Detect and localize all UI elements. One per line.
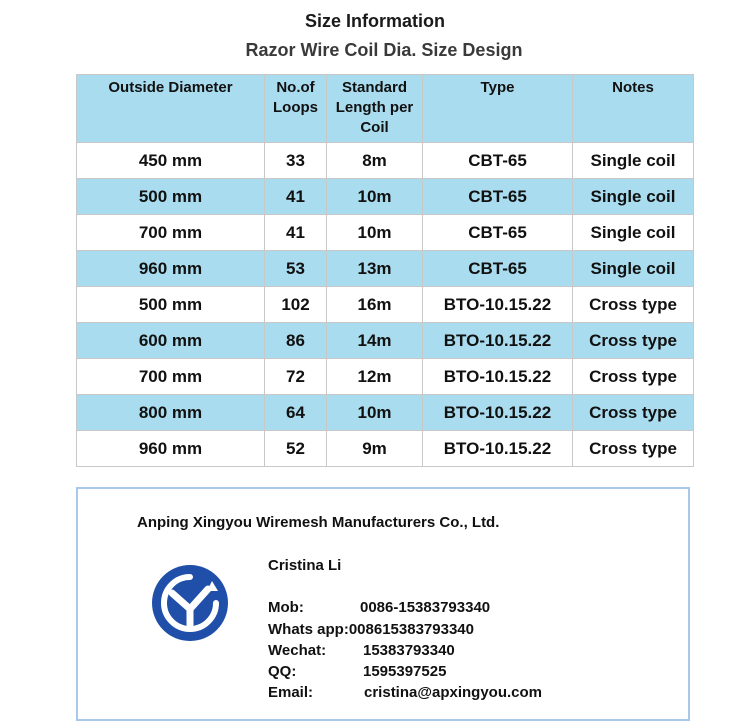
table-row bbox=[77, 287, 694, 323]
cell-length: 13m bbox=[327, 251, 423, 287]
cell-diameter: 960 mm bbox=[77, 431, 265, 467]
cell-diameter: 960 mm bbox=[77, 251, 265, 287]
cell-notes: Cross type bbox=[573, 359, 694, 395]
table-row bbox=[77, 323, 694, 359]
contact-person: Cristina Li bbox=[268, 557, 342, 574]
mob-value: 0086-15383793340 bbox=[360, 599, 491, 616]
cell-diameter: 700 mm bbox=[77, 359, 265, 395]
wechat-value: 15383793340 bbox=[363, 642, 455, 659]
cell-length: 10m bbox=[327, 215, 423, 251]
contact-email bbox=[268, 684, 542, 701]
cell-loops: 33 bbox=[265, 143, 327, 179]
cell-type: CBT-65 bbox=[423, 251, 573, 287]
contact-card bbox=[76, 487, 690, 721]
cell-diameter: 600 mm bbox=[77, 323, 265, 359]
cell-type: BTO-10.15.22 bbox=[423, 431, 573, 467]
contact-whatsapp bbox=[268, 621, 474, 638]
cell-length: 14m bbox=[327, 323, 423, 359]
cell-length: 9m bbox=[327, 431, 423, 467]
company-name: Anping Xingyou Wiremesh Manufacturers Co., Ltd. bbox=[137, 514, 500, 531]
cell-diameter: 500 mm bbox=[77, 179, 265, 215]
mob-label: Mob: bbox=[268, 599, 304, 616]
cell-type: BTO-10.15.22 bbox=[423, 359, 573, 395]
cell-length: 10m bbox=[327, 179, 423, 215]
cell-length: 16m bbox=[327, 287, 423, 323]
table-header-row bbox=[77, 75, 694, 143]
cell-notes: Single coil bbox=[573, 179, 694, 215]
page-title: Size Information bbox=[304, 11, 445, 31]
cell-type: CBT-65 bbox=[423, 143, 573, 179]
table-row bbox=[77, 359, 694, 395]
header-standard-length: Standard Length per Coil bbox=[327, 75, 423, 143]
page-subtitle: Razor Wire Coil Dia. Size Design bbox=[245, 40, 523, 60]
whatsapp-label: Whats app: bbox=[268, 621, 349, 638]
header-type: Type bbox=[423, 75, 573, 143]
header-notes: Notes bbox=[573, 75, 694, 143]
cell-type: BTO-10.15.22 bbox=[423, 395, 573, 431]
table-row bbox=[77, 179, 694, 215]
cell-notes: Single coil bbox=[573, 143, 694, 179]
cell-diameter: 500 mm bbox=[77, 287, 265, 323]
table-row bbox=[77, 431, 694, 467]
cell-loops: 72 bbox=[265, 359, 327, 395]
cell-notes: Cross type bbox=[573, 431, 694, 467]
header-outside-diameter: Outside Diameter bbox=[77, 75, 265, 143]
cell-loops: 41 bbox=[265, 179, 327, 215]
cell-loops: 53 bbox=[265, 251, 327, 287]
cell-notes: Single coil bbox=[573, 251, 694, 287]
cell-length: 12m bbox=[327, 359, 423, 395]
cell-notes: Cross type bbox=[573, 323, 694, 359]
company-logo-icon bbox=[150, 563, 230, 643]
contact-wechat bbox=[268, 642, 455, 659]
cell-loops: 64 bbox=[265, 395, 327, 431]
table-row bbox=[77, 143, 694, 179]
cell-type: BTO-10.15.22 bbox=[423, 287, 573, 323]
cell-loops: 86 bbox=[265, 323, 327, 359]
contact-mob bbox=[268, 599, 490, 616]
cell-diameter: 700 mm bbox=[77, 215, 265, 251]
cell-type: BTO-10.15.22 bbox=[423, 323, 573, 359]
qq-value: 1595397525 bbox=[363, 663, 447, 680]
cell-notes: Single coil bbox=[573, 215, 694, 251]
email-label: Email: bbox=[268, 684, 314, 701]
cell-type: CBT-65 bbox=[423, 215, 573, 251]
cell-diameter: 450 mm bbox=[77, 143, 265, 179]
wechat-label: Wechat: bbox=[268, 642, 327, 659]
cell-length: 8m bbox=[327, 143, 423, 179]
cell-notes: Cross type bbox=[573, 287, 694, 323]
header-loops: No.of Loops bbox=[265, 75, 327, 143]
email-value: cristina@apxingyou.com bbox=[364, 684, 543, 701]
cell-loops: 102 bbox=[265, 287, 327, 323]
cell-length: 10m bbox=[327, 395, 423, 431]
cell-loops: 52 bbox=[265, 431, 327, 467]
size-table bbox=[76, 74, 694, 467]
whatsapp-value: 008615383793340 bbox=[348, 621, 474, 638]
cell-diameter: 800 mm bbox=[77, 395, 265, 431]
qq-label: QQ: bbox=[268, 663, 297, 680]
table-row bbox=[77, 215, 694, 251]
contact-qq bbox=[268, 663, 446, 680]
table-row bbox=[77, 395, 694, 431]
cell-notes: Cross type bbox=[573, 395, 694, 431]
cell-type: CBT-65 bbox=[423, 179, 573, 215]
cell-loops: 41 bbox=[265, 215, 327, 251]
table-row bbox=[77, 251, 694, 287]
